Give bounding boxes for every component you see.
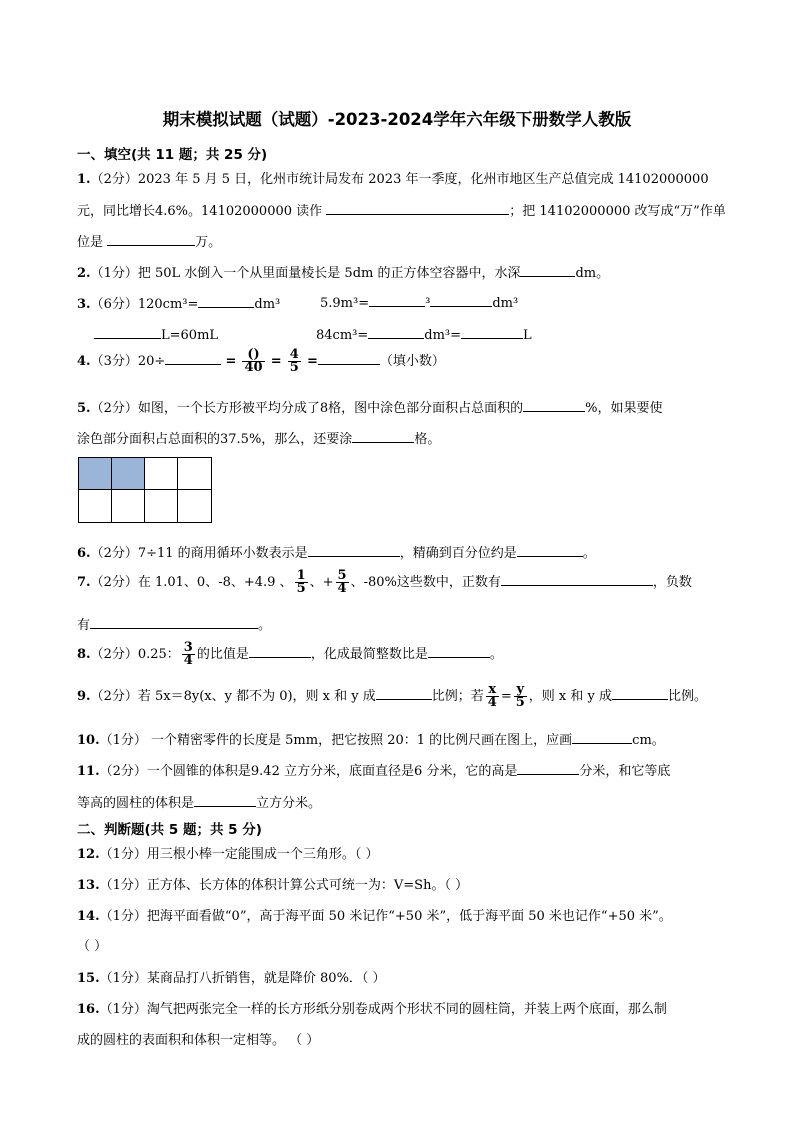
answer-blank[interactable]: [368, 325, 424, 339]
grid-cell: [178, 490, 211, 522]
grid-cell: [79, 490, 112, 522]
answer-blank[interactable]: [369, 293, 425, 307]
question-8: 8.（2分）0.25： $\frac{3}{4}$ 的比值是 ，化成最简整数比是 。: [77, 640, 503, 668]
grid-cell: [145, 458, 178, 490]
answer-blank[interactable]: [352, 429, 414, 443]
grid-cell: [145, 490, 178, 522]
question-14-line-1: 14.（1分）把海平面看做“0”，高于海平面 50 米记作“+50 米”，低于海平面 50 米也记作“+50 米”。: [77, 909, 672, 924]
grid-cell: [112, 490, 145, 522]
answer-blank[interactable]: [194, 793, 256, 807]
question-16-line-1: 16.（1分）淘气把两张完全一样的长方形纸分别卷成两个形状不同的圆柱筒，并装上两个底面，那么制: [77, 1002, 667, 1017]
rectangle-8-grid-figure: [78, 457, 212, 523]
answer-blank[interactable]: [430, 293, 492, 307]
question-11-line-2: 等高的圆柱的体积是 立方分米。: [77, 792, 321, 811]
answer-blank[interactable]: [461, 325, 523, 339]
answer-blank[interactable]: [572, 730, 632, 744]
fraction: $\frac{5}{4}$: [337, 568, 347, 596]
answer-blank[interactable]: [612, 686, 668, 700]
answer-blank[interactable]: [165, 351, 221, 365]
question-9: 9.（2分）若 5x＝8y(x、y 都不为 0)，则 x 和 y 成 比例；若 $\frac{x}{4}$ = $\frac{y}{5}$ ，则 x 和 y 成 比例。: [77, 682, 708, 710]
question-11-line-1: 11.（2分）一个圆锥的体积是9.42 立方分米，底面直径是6 分米，它的高是 分米，和它等底: [77, 760, 670, 779]
grid-cell-shaded: [79, 458, 112, 490]
answer-blank[interactable]: [308, 543, 400, 557]
answer-blank[interactable]: [517, 543, 583, 557]
answer-blank[interactable]: [249, 644, 311, 658]
grid-cell: [178, 458, 211, 490]
question-1-line-2: 元，同比增长4.6%。14102000000 读作 ；把 14102000000 改写成“万”作单: [77, 200, 726, 219]
question-7-line-1: 7.（2分）在 1.01、0、-8、+4.9 、 $\frac{1}{5}$ 、+ $\frac{5}{4}$ 、-80%这些数中，正数有 ，负数: [77, 568, 692, 596]
grid-cell-shaded: [112, 458, 145, 490]
answer-blank[interactable]: [107, 232, 195, 246]
question-4: 4.（3分）20÷ = $\frac{()}{40}$ = $\frac{4}{5}$ = （填小数）: [77, 347, 445, 375]
question-3-part-d: 84cm³= dm³= L: [316, 325, 532, 343]
fraction: $\frac{3}{4}$: [183, 640, 193, 668]
question-12: 12.（1分）用三根小棒一定能围成一个三角形。（ ）: [77, 847, 379, 862]
question-1-line-1: 1.（2分）2023 年 5 月 5 日，化州市统计局发布 2023 年一季度，化州市地区生产总值完成 14102000000: [77, 172, 709, 187]
answer-blank[interactable]: [428, 644, 490, 658]
fraction: $\frac{y}{5}$: [515, 682, 525, 710]
answer-blank[interactable]: [520, 263, 575, 277]
answer-blank[interactable]: [376, 686, 432, 700]
question-1-line-3: 位是 万。: [77, 231, 221, 250]
question-5-line-1: 5.（2分）如图，一个长方形被平均分成了8格，图中涂色部分面积占总面积的 %，如果要使: [77, 397, 662, 416]
fraction: $\frac{()}{40}$: [244, 347, 263, 375]
section-judge-heading: 二、判断题(共 5 题；共 5 分): [77, 822, 262, 838]
question-13: 13.（1分）正方体、长方体的体积计算公式可统一为：V=Sh。（ ）: [77, 878, 469, 893]
page-title: 期末模拟试题（试题）-2023-2024学年六年级下册数学人教版: [162, 110, 632, 129]
answer-blank[interactable]: [326, 201, 509, 215]
fraction: $\frac{x}{4}$: [487, 682, 497, 710]
question-14-line-2: （ ）: [77, 939, 108, 954]
answer-blank[interactable]: [318, 351, 380, 365]
answer-blank[interactable]: [90, 615, 258, 629]
question-5-line-2: 涂色部分面积占总面积的37.5%，那么，还要涂 格。: [77, 428, 440, 447]
question-16-line-2: 成的圆柱的表面积和体积一定相等。 （ ）: [77, 1033, 320, 1048]
question-6: 6.（2分）7÷11 的商用循环小数表示是 ，精确到百分位约是 。: [77, 542, 596, 561]
question-3-part-b: 5.9m³= ³ dm³: [320, 293, 518, 311]
question-7-line-2: 有 。: [77, 614, 271, 633]
question-10: 10.（1分） 一个精密零件的长度是 5mm，把它按照 20：1 的比例尺画在图上，应画 cm。: [77, 729, 665, 748]
answer-blank[interactable]: [94, 325, 161, 339]
fraction: $\frac{4}{5}$: [289, 347, 299, 375]
answer-blank[interactable]: [198, 294, 254, 308]
question-2: 2.（1分）把 50L 水倒入一个从里面量棱长是 5dm 的正方体空容器中，水深 dm。: [77, 262, 609, 281]
answer-blank[interactable]: [517, 761, 579, 775]
question-15: 15.（1分）某商品打八折销售，就是降价 80%．（ ）: [77, 971, 386, 986]
question-3-line-1: 3.（6分）120cm³= dm³: [77, 293, 280, 312]
section-fill-heading: 一、填空(共 11 题；共 25 分): [77, 147, 268, 163]
answer-blank[interactable]: [523, 398, 585, 412]
answer-blank[interactable]: [501, 572, 653, 586]
question-3-part-c: L=60mL: [94, 325, 218, 343]
fraction: $\frac{1}{5}$: [296, 568, 306, 596]
